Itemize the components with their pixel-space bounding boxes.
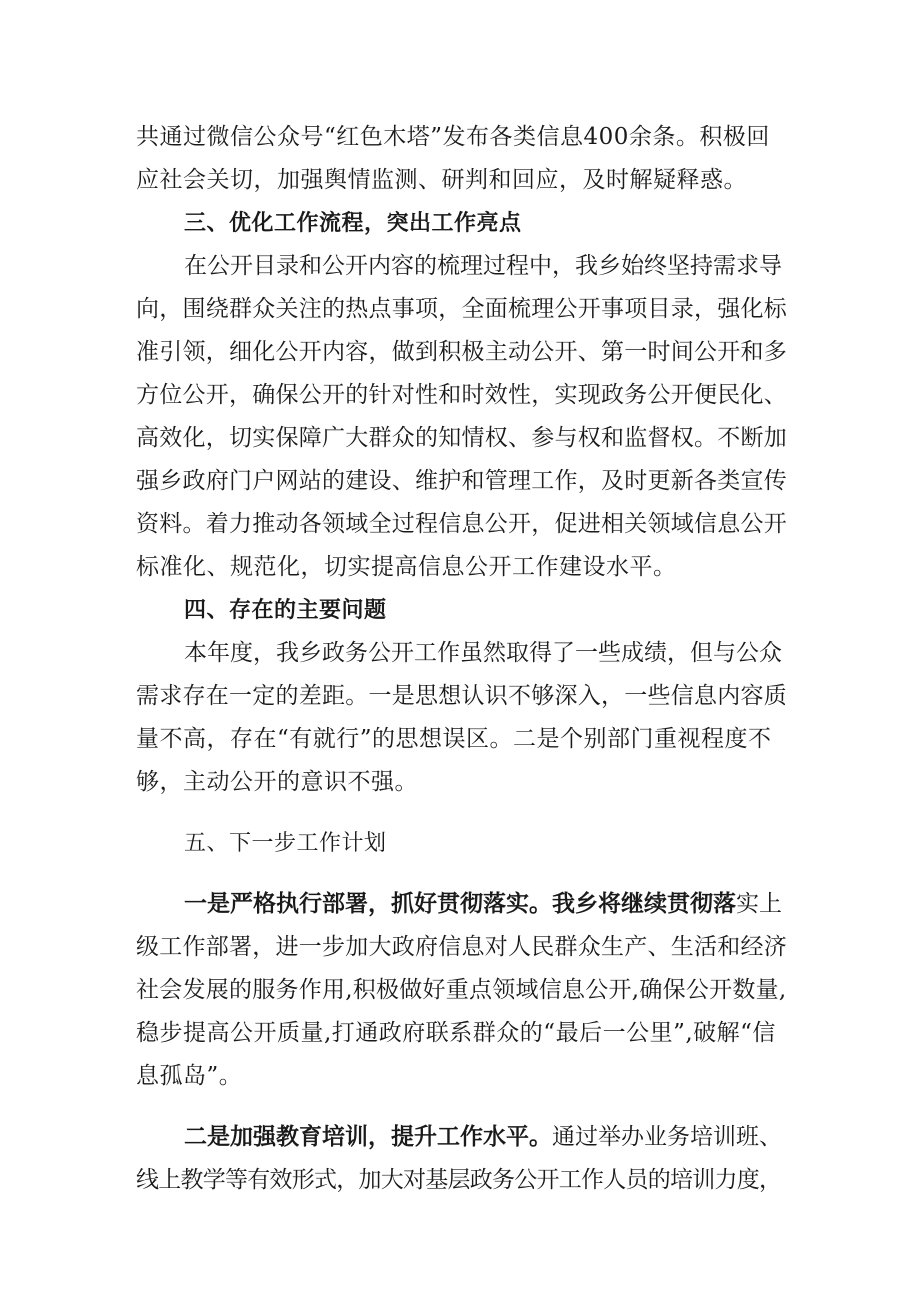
paragraph-line: 高效化，切实保障广大群众的知情权、参与权和监督权。不断加 bbox=[136, 425, 787, 451]
paragraph-line: 稳步提高公开质量,打通政府联系群众的“最后一公里”,破解“信 bbox=[136, 1020, 776, 1046]
paragraph-line: 需求存在一定的差距。一是思想认识不够深入，一些信息内容质 bbox=[136, 683, 787, 709]
bold-lead-text: 一是严格执行部署，抓好贯彻落实。我乡将继续贯彻落 bbox=[184, 891, 736, 917]
paragraph-line: 本年度，我乡政务公开工作虽然取得了一些成绩，但与公众 bbox=[184, 640, 782, 666]
paragraph-line: 资料。着力推动各领域全过程信息公开，促进相关领域信息公开 bbox=[136, 511, 787, 537]
paragraph-line-mixed bbox=[136, 1116, 788, 1159]
plain-text: 实上 bbox=[736, 891, 782, 917]
plain-text: 通过举办业务培训班、 bbox=[552, 1124, 782, 1150]
paragraph-line: 量不高，存在“有就行”的思想误区。二是个别部门重视程度不 bbox=[136, 726, 772, 752]
spacer bbox=[136, 804, 788, 822]
paragraph-line: 在公开目录和公开内容的梳理过程中，我乡始终坚持需求导 bbox=[184, 253, 782, 279]
paragraph-line: 息孤岛”。 bbox=[136, 1063, 243, 1089]
spacer bbox=[136, 865, 788, 883]
document-body bbox=[136, 116, 788, 1202]
spacer bbox=[136, 1098, 788, 1116]
paragraph-line: 标准化、规范化，切实提高信息公开工作建设水平。 bbox=[136, 554, 677, 580]
paragraph-line: 应社会关切，加强舆情监测、研判和回应，及时解疑释惑。 bbox=[136, 167, 747, 193]
section-heading-5: 五、下一步工作计划 bbox=[184, 831, 387, 856]
paragraph-line: 强乡政府门户网站的建设、维护和管理工作，及时更新各类宣传 bbox=[136, 468, 787, 494]
paragraph-line: 共通过微信公众号“红色木塔”发布各类信息400余条。积极回 bbox=[136, 124, 770, 150]
section-heading-4: 四、存在的主要问题 bbox=[184, 598, 387, 623]
paragraph-line: 方位公开，确保公开的针对性和时效性，实现政务公开便民化、 bbox=[136, 382, 787, 408]
paragraph-line-mixed bbox=[136, 883, 788, 926]
paragraph-line: 级工作部署，进一步加大政府信息对人民群众生产、生活和经济 bbox=[136, 934, 787, 960]
paragraph-line: 线上教学等有效形式，加大对基层政务公开工作人员的培训力度， bbox=[136, 1167, 782, 1193]
paragraph-line: 准引领，细化公开内容，做到积极主动公开、第一时间公开和多 bbox=[136, 339, 787, 365]
section-heading-3: 三、优化工作流程，突出工作亮点 bbox=[184, 211, 522, 236]
paragraph-line: 向，围绕群众关注的热点事项，全面梳理公开事项目录，强化标 bbox=[136, 296, 787, 322]
paragraph-line: 够，主动公开的意识不强。 bbox=[136, 769, 418, 795]
paragraph-line: 社会发展的服务作用,积极做好重点领域信息公开,确保公开数量, bbox=[136, 977, 787, 1003]
bold-lead-text: 二是加强教育培训，提升工作水平。 bbox=[184, 1124, 552, 1150]
